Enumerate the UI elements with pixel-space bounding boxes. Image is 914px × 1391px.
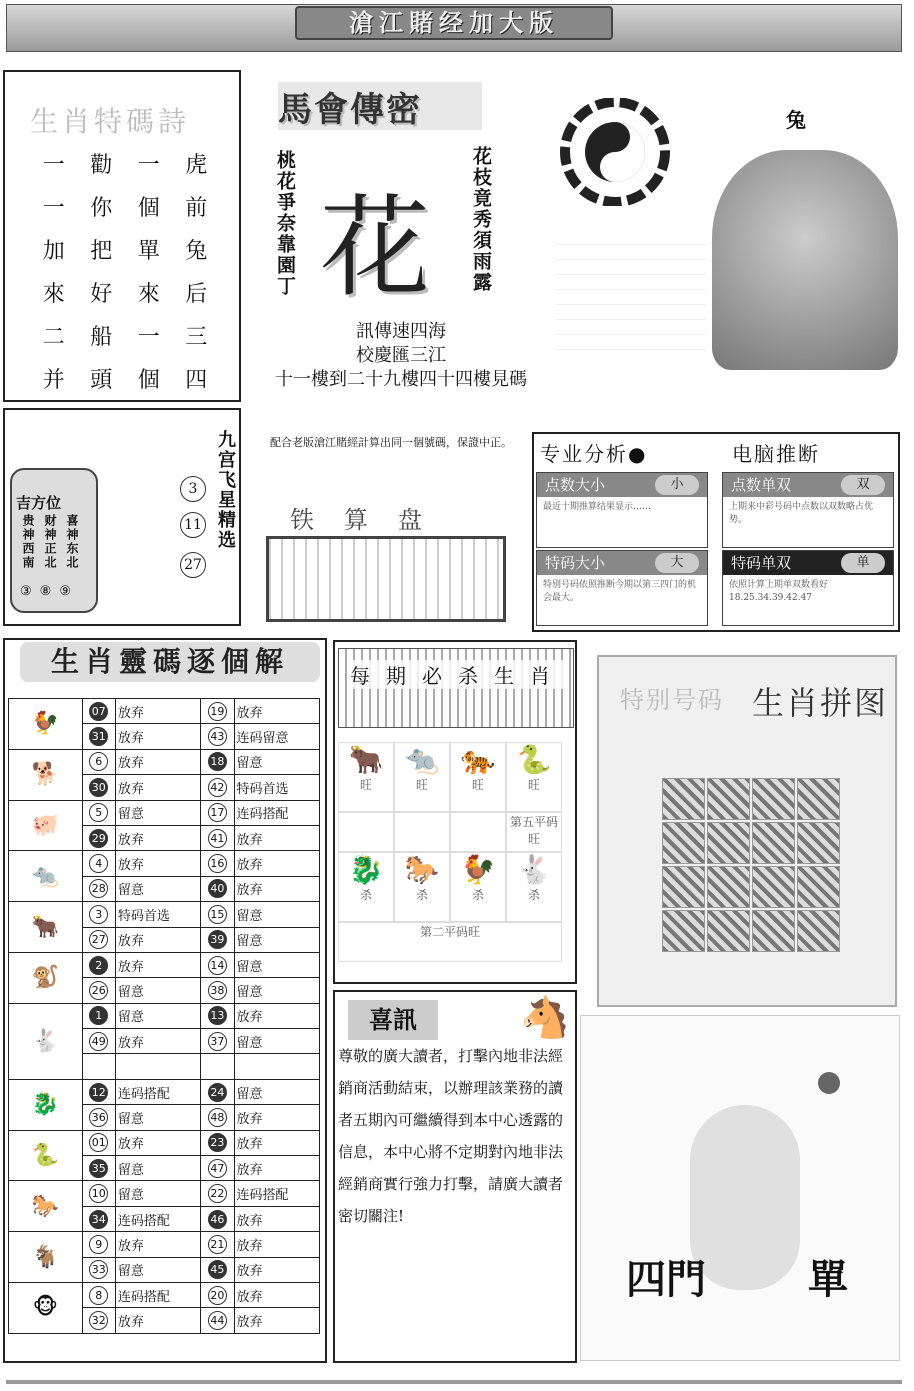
advice-cell: 放弃: [234, 1282, 319, 1307]
poem-char: 勸: [90, 153, 113, 178]
advice-cell: 留意: [234, 978, 319, 1003]
advice-cell: 放弃: [234, 1105, 319, 1130]
number-ball: 41: [208, 829, 227, 848]
advice-cell: 连码搭配: [115, 1282, 200, 1307]
advice-cell: 留意: [234, 952, 319, 977]
number-ball: 38: [208, 981, 227, 1000]
bagua-icon: [556, 98, 674, 206]
table-row: [9, 851, 320, 876]
zodiac-animal-icon: 🐂: [9, 902, 83, 953]
kill-note: 第二平码旺: [338, 922, 562, 962]
hexagram-table: [556, 230, 706, 350]
poem-char: 一: [42, 196, 65, 221]
poem-char: 二: [42, 325, 65, 350]
analysis-box: [536, 550, 708, 626]
kill-grid: [338, 742, 562, 962]
number-ball: 12: [89, 1083, 108, 1102]
poem-char: 四: [185, 368, 208, 393]
puzzle-tile: [662, 778, 705, 820]
number-ball: 27: [89, 930, 108, 949]
kill-label: 旺: [527, 778, 540, 792]
advice-cell: 放弃: [115, 952, 200, 977]
advice-cell: 留意: [234, 927, 319, 952]
analysis-text: 最近十期推算结果显示……: [543, 502, 652, 512]
advice-cell: 留意: [115, 1156, 200, 1181]
cup-title: 吉方位: [16, 494, 62, 512]
advice-cell: 放弃: [115, 775, 200, 800]
abacus-image: [266, 536, 506, 622]
zodiac-animal-icon: 🐉: [9, 1079, 83, 1130]
analysis-label: [537, 473, 707, 497]
poem-char: 把: [90, 239, 113, 264]
advice-cell: 放弃: [115, 699, 200, 724]
rabbit-label: 兔: [786, 108, 806, 132]
kill-cell: [450, 852, 506, 922]
poem-char: 虎: [185, 153, 208, 178]
poem-char: 來: [137, 282, 160, 307]
puzzle-tile: [707, 910, 750, 952]
flower-character: 花: [320, 184, 430, 312]
number-ball: 32: [89, 1311, 108, 1330]
number-ball: 49: [89, 1032, 108, 1051]
analysis-head-left: 专业分析●: [540, 442, 648, 466]
zodiac-animal-icon: 🐎: [9, 1181, 83, 1232]
pear-icon: [690, 1105, 800, 1290]
analysis-text: 特别号码依照推断今期以第三四门的机会最大。: [543, 580, 697, 603]
number-ball: 16: [208, 854, 227, 873]
kill-cell: [394, 742, 450, 812]
zodiac-icon: 🐉: [348, 853, 384, 886]
poem-title: 生肖特碼詩: [30, 105, 191, 138]
table-row: [9, 800, 320, 825]
puzzle-tile: [797, 778, 840, 820]
number-ball: 23: [208, 1133, 227, 1152]
advice-cell: 留意: [115, 876, 200, 901]
footer-rule: [6, 1380, 902, 1384]
analysis-label: [537, 551, 707, 575]
pear-text-left: 四門: [626, 1257, 706, 1303]
number-ball: 5: [89, 803, 108, 822]
poem-char: 來: [42, 282, 65, 307]
advice-cell: 放弃: [234, 1232, 319, 1257]
cup-num-2: ⑧: [39, 584, 60, 599]
analysis-pill: 单: [841, 553, 885, 573]
poem-char: 你: [90, 196, 113, 221]
puzzle-tile: [752, 822, 795, 864]
number-ball: 1: [89, 1006, 108, 1025]
analysis-text: 依照计算上期单双数看好 18.25.34.39.42.47: [729, 580, 829, 603]
kill-label: 旺: [415, 778, 428, 792]
advice-cell: 放弃: [115, 851, 200, 876]
zodiac-icon: 🐍: [516, 743, 552, 776]
number-ball: 30: [89, 778, 108, 797]
table-row: [9, 952, 320, 977]
advice-cell: 留意: [115, 1181, 200, 1206]
cup-col-3: 贵神西南: [21, 514, 35, 570]
analysis-pill: 双: [841, 475, 885, 495]
nine-palace-title: 九宫飞星精选: [215, 430, 236, 550]
number-ball: 15: [208, 905, 227, 924]
advice-cell: 放弃: [115, 1232, 200, 1257]
poem-char: 一: [42, 153, 65, 178]
advice-cell: 放弃: [234, 1156, 319, 1181]
kill-label: 旺: [471, 778, 484, 792]
advice-cell: 连码搭配: [234, 1181, 319, 1206]
kill-cell: [338, 742, 394, 812]
analysis-label-text: 点数单双: [731, 476, 792, 494]
number-ball: 9: [89, 1235, 108, 1254]
advice-cell: 放弃: [115, 1130, 200, 1155]
table-row: [9, 1181, 320, 1206]
poem-char: 一: [137, 153, 160, 178]
horse-lines: [270, 320, 532, 392]
advice-cell: 放弃: [234, 851, 319, 876]
number-ball: 13: [208, 1006, 227, 1025]
poem-char: 個: [137, 368, 160, 393]
puzzle-tile: [797, 866, 840, 908]
zodiac-animal-icon: 🐓: [9, 699, 83, 750]
news-title: 喜訊: [348, 1000, 438, 1040]
kill-note: 第五平码旺: [506, 812, 562, 852]
poem-char: 好: [90, 282, 113, 307]
number-ball: 47: [208, 1159, 227, 1178]
analysis-text: 上期来中彩号码中点数以双数略占优势。: [729, 502, 874, 525]
advice-cell: 特码首选: [115, 902, 200, 927]
puzzle-tile: [707, 778, 750, 820]
line-3: 十一樓到二十九樓四十四樓見碼: [275, 369, 527, 390]
number-ball: 6: [89, 752, 108, 771]
kill-cell: [506, 742, 562, 812]
star-num-2: 11: [180, 512, 206, 538]
analysis-box: [722, 550, 894, 626]
zodiac-animal-icon: 🐖: [9, 800, 83, 851]
poem-char: 加: [42, 239, 65, 264]
kill-label: 杀: [471, 888, 484, 902]
kill-cell: [338, 852, 394, 922]
number-ball: 2: [89, 956, 108, 975]
number-ball: 45: [208, 1260, 227, 1279]
number-ball: 37: [208, 1032, 227, 1051]
advice-cell: 放弃: [115, 749, 200, 774]
cup-num-1: ③: [20, 584, 40, 599]
number-ball: 26: [89, 981, 108, 1000]
puzzle-tile: [752, 778, 795, 820]
poem-char: 單: [137, 239, 160, 264]
advice-cell: 连码留意: [234, 724, 319, 749]
zodiac-animal-icon: 🐍: [9, 1130, 83, 1181]
puzzle-title: 生肖拼图: [752, 684, 889, 722]
table-row: [9, 749, 320, 774]
cup-col-2: 财神正北: [43, 514, 57, 570]
advice-cell: 留意: [115, 1257, 200, 1282]
kill-cell: [450, 742, 506, 812]
number-ball: 01: [89, 1133, 108, 1152]
advice-cell: 放弃: [234, 699, 319, 724]
number-ball: 48: [208, 1108, 227, 1127]
advice-cell: 放弃: [115, 825, 200, 850]
analysis-head-right: 电脑推断: [732, 442, 820, 466]
number-ball: 18: [208, 752, 227, 771]
zodiac-animal-icon: 🐒: [9, 952, 83, 1003]
advice-cell: 放弃: [234, 876, 319, 901]
horse-note: 配合老版滄江賭經計算出同一個號碼，保證中正。: [270, 436, 512, 449]
zodiac-animal-icon: 🐐: [9, 1232, 83, 1283]
number-ball: 14: [208, 956, 227, 975]
zodiac-animal-icon: 🐵: [9, 1282, 83, 1333]
table-row: [9, 1130, 320, 1155]
advice-cell: 留意: [234, 1079, 319, 1104]
kill-cell: [394, 852, 450, 922]
puzzle-subtitle: 特别号码: [620, 686, 724, 714]
analysis-label: [723, 473, 893, 497]
cup-num-3: ⑨: [59, 584, 79, 599]
number-ball: 17: [208, 803, 227, 822]
number-ball: 35: [89, 1159, 108, 1178]
number-ball: 46: [208, 1210, 227, 1229]
table-row: [9, 902, 320, 927]
poem-char: 船: [90, 325, 113, 350]
advice-cell: 留意: [115, 978, 200, 1003]
number-ball: 24: [208, 1083, 227, 1102]
advice-cell: 放弃: [234, 1003, 319, 1028]
analysis-box: [722, 472, 894, 548]
analysis-label-text: 特码大小: [545, 554, 606, 572]
zodiac-animal-icon: 🐇: [9, 1003, 83, 1079]
kill-label: 杀: [415, 888, 428, 902]
number-ball: 22: [208, 1184, 227, 1203]
puzzle-tile: [797, 822, 840, 864]
horse-head-icon: 🐴: [520, 995, 570, 1041]
horse-title: 馬會傳密: [278, 82, 482, 130]
zodiac-title: 生肖靈碼逐個解: [20, 642, 320, 682]
number-ball: 07: [89, 702, 108, 721]
star-num-3: 27: [180, 552, 206, 578]
table-row: [9, 1232, 320, 1257]
poem-char: 并: [42, 368, 65, 393]
zodiac-animal-icon: 🐀: [9, 851, 83, 902]
kill-label: 旺: [359, 778, 372, 792]
advice-cell: 留意: [234, 1029, 319, 1054]
number-ball: 29: [89, 829, 108, 848]
advice-cell: 放弃: [234, 825, 319, 850]
puzzle-tile: [707, 866, 750, 908]
banner-title: 滄江賭经加大版: [295, 6, 613, 40]
number-ball: 8: [89, 1286, 108, 1305]
puzzle-tile: [752, 910, 795, 952]
zodiac-table: [8, 698, 320, 1334]
news-body: 尊敬的廣大讀者，打擊內地非法經銷商活動結束，以辦理該業務的讀者五期內可繼續得到本中心透露的信息，本中心將不定期對內地非法經銷商實行強力打擊，請廣大讀者密切關注!: [338, 1047, 564, 1225]
number-ball: 31: [89, 727, 108, 746]
advice-cell: 连码搭配: [234, 800, 319, 825]
advice-cell: 留意: [234, 749, 319, 774]
advice-cell: 放弃: [115, 1308, 200, 1333]
advice-cell: 放弃: [234, 1130, 319, 1155]
table-row: [9, 1079, 320, 1104]
table-row: [9, 1282, 320, 1307]
poem-char: 頭: [90, 368, 113, 393]
analysis-box: [536, 472, 708, 548]
poem-char: 兔: [185, 239, 208, 264]
zodiac-icon: 🐂: [348, 743, 384, 776]
advice-cell: 留意: [115, 1105, 200, 1130]
zodiac-icon: 🐓: [460, 853, 496, 886]
analysis-label-text: 点数大小: [545, 476, 606, 494]
number-ball: 33: [89, 1260, 108, 1279]
number-ball: 42: [208, 778, 227, 797]
kill-cell: [506, 852, 562, 922]
number-ball: 4: [89, 854, 108, 873]
advice-cell: 特码首选: [234, 775, 319, 800]
line-2: 校慶匯三江: [356, 345, 446, 366]
number-ball: 10: [89, 1184, 108, 1203]
analysis-pill: 小: [655, 475, 699, 495]
advice-cell: 放弃: [115, 927, 200, 952]
number-ball: 19: [208, 702, 227, 721]
star-num-1: 3: [180, 476, 206, 502]
left-vertical-verse: 桃花爭奈靠園丁: [274, 150, 296, 297]
number-ball: 43: [208, 727, 227, 746]
puzzle-tile: [707, 822, 750, 864]
poem-grid: [30, 148, 220, 437]
zodiac-icon: 🐇: [516, 853, 552, 886]
poem-char: 個: [137, 196, 160, 221]
number-ball: 3: [89, 905, 108, 924]
number-ball: 36: [89, 1108, 108, 1127]
table-row: [9, 1003, 320, 1028]
cup-nums: [20, 584, 79, 599]
zodiac-icon: 🐎: [404, 853, 440, 886]
advice-cell: 留意: [115, 1003, 200, 1028]
kill-title: 每期必杀生肖: [350, 660, 566, 689]
poem-char: 三: [185, 325, 208, 350]
puzzle-tile: [752, 866, 795, 908]
advice-cell: 放弃: [115, 724, 200, 749]
number-ball: 39: [208, 930, 227, 949]
line-1: 訊傳速四海: [356, 321, 446, 342]
poem-char: 一: [137, 325, 160, 350]
advice-cell: 留意: [115, 800, 200, 825]
number-ball: 44: [208, 1311, 227, 1330]
advice-cell: 放弃: [234, 1206, 319, 1231]
number-ball: 40: [208, 879, 227, 898]
ball-icon: [818, 1072, 840, 1094]
poem-char: 后: [185, 282, 208, 307]
analysis-pill: 大: [655, 553, 699, 573]
puzzle-tile: [662, 910, 705, 952]
number-ball: 21: [208, 1235, 227, 1254]
advice-cell: 连码搭配: [115, 1206, 200, 1231]
zodiac-animal-icon: 🐕: [9, 749, 83, 800]
advice-cell: 留意: [234, 902, 319, 927]
number-ball: 34: [89, 1210, 108, 1229]
poem-char: 前: [185, 196, 208, 221]
sage-figure-image: [712, 150, 898, 370]
advice-cell: 放弃: [234, 1308, 319, 1333]
advice-cell: 放弃: [115, 1029, 200, 1054]
puzzle-tile: [662, 822, 705, 864]
analysis-label: [723, 551, 893, 575]
number-ball: 20: [208, 1286, 227, 1305]
pear-text-right: 單: [808, 1257, 848, 1303]
puzzle-tile: [662, 866, 705, 908]
kill-label: 杀: [359, 888, 372, 902]
cup-col-1: 喜神东北: [65, 514, 79, 570]
zodiac-icon: 🐅: [460, 743, 496, 776]
kill-label: 杀: [527, 888, 540, 902]
advice-cell: 连码搭配: [115, 1079, 200, 1104]
table-row: [9, 699, 320, 724]
zodiac-icon: 🐀: [404, 743, 440, 776]
right-vertical-verse: 花枝竟秀須雨露: [470, 146, 492, 293]
number-ball: 28: [89, 879, 108, 898]
suanpan-title: 铁算盘: [290, 506, 452, 534]
puzzle-tile: [797, 910, 840, 952]
analysis-label-text: 特码单双: [731, 554, 792, 572]
advice-cell: 放弃: [234, 1257, 319, 1282]
puzzle-grid: [662, 778, 840, 952]
